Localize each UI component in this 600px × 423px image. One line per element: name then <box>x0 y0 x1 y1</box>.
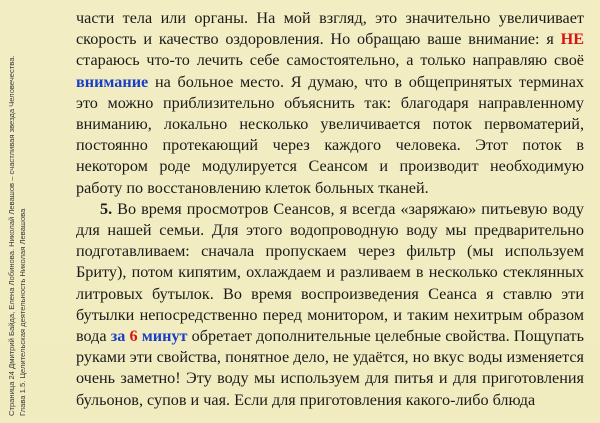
side-caption <box>6 6 50 416</box>
body-text <box>76 8 584 411</box>
emphasis-ne: НЕ <box>560 30 584 49</box>
emphasis-minut: минут <box>141 327 188 346</box>
emphasis-za: за <box>110 327 126 346</box>
emphasis-vnimanie: внимание <box>76 72 149 91</box>
paragraph-2-part-1: Во время просмотров Сеансов, я всегда «заряжаю» питьевую воду для нашей семьи. Для этого водопроводную воду мы предварительно подготавливаем: сначала пропускаем через фильтр (мы используем Бриту), потом кипятим, охлаждаем и разливаем в несколько стеклянных литровых бутылок. Во время воспроизведения Сеанса я ставлю эти бутылки непосредственно перед монитором, и таким нехитрым образом вода <box>76 199 584 346</box>
paragraph-1-part-1: части тела или органы. На мой взгляд, это значительно увеличивает скорость и качество оздоровления. Но обращаю ваше внимание: я <box>76 9 584 49</box>
emphasis-six: 6 <box>129 327 138 346</box>
paragraph-2-number: 5. <box>100 199 113 218</box>
paragraph-2 <box>76 199 584 411</box>
side-caption-line-1: Страница 24 Дмитрий Байда, Елена Лобинова. Николай Левашов – счастливая звезда Человечества. <box>7 55 16 416</box>
paragraph-1-part-2: стараюсь что-то лечить себе самостоятельно, а только направляю своё <box>76 51 584 70</box>
paragraph-1 <box>76 8 584 199</box>
paragraph-1-part-3: на больное место. Я думаю, что в общепринятых терминах это можно приблизительно объяснить так: благодаря направленному вниманию, локально несколько увеличивается поток первоматерий, постоянно протекающий через каждого человека. Этот поток в некотором роде модулируется Сеансом и производит необходимую работу по восстановлению клеток больных тканей. <box>76 72 584 197</box>
paragraph-2-part-2: обретает дополнительные целебные свойства. Пощупать руками эти свойства, понятное дело, не удаётся, но вкус воды изменяется очень заметно! Эту воду мы используем для питья и для приготовления бульонов, супов и чая. Если для приготовления какого-либо блюда <box>76 327 585 409</box>
side-caption-line-2: Глава 1.5. Целительская деятельность Николая Левашова <box>18 208 27 416</box>
